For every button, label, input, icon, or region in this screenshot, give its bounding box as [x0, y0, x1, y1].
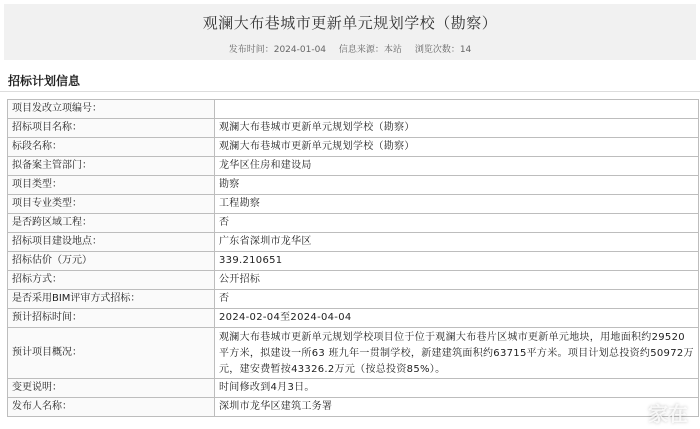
row-label: 是否采用BIM评审方式招标：	[8, 290, 215, 309]
table-row	[8, 100, 699, 119]
row-value: 工程勘察	[215, 195, 699, 214]
row-value: 否	[215, 290, 699, 309]
table-row	[8, 157, 699, 176]
row-label: 招标项目名称：	[8, 119, 215, 138]
view-count: 浏览次数：14	[414, 45, 472, 55]
tender-plan-table	[7, 99, 699, 417]
row-label: 是否跨区域工程：	[8, 214, 215, 233]
row-value: 339.210651	[215, 252, 699, 271]
table-row	[8, 379, 699, 398]
row-label: 发布人名称：	[8, 398, 215, 417]
row-label: 项目专业类型：	[8, 195, 215, 214]
table-row	[8, 214, 699, 233]
row-label: 招标项目建设地点：	[8, 233, 215, 252]
row-value: 深圳市龙华区建筑工务署	[215, 398, 699, 417]
row-value: 龙华区住房和建设局	[215, 157, 699, 176]
section-title: 招标计划信息	[8, 74, 81, 88]
table-row	[8, 398, 699, 417]
row-label: 招标方式：	[8, 271, 215, 290]
row-value: 观澜大布巷城市更新单元规划学校（勘察）	[215, 138, 699, 157]
row-value: 广东省深圳市龙华区	[215, 233, 699, 252]
row-label: 项目类型：	[8, 176, 215, 195]
table-row	[8, 252, 699, 271]
info-source: 信息来源：本站	[338, 45, 402, 55]
table-row	[8, 271, 699, 290]
row-label: 招标估价（万元）	[8, 252, 215, 271]
row-value: 勘察	[215, 176, 699, 195]
section-divider	[0, 91, 700, 92]
table-row	[8, 119, 699, 138]
table-row	[8, 328, 699, 379]
row-label: 预计项目概况：	[8, 328, 215, 379]
row-value: 观澜大布巷城市更新单元规划学校（勘察）	[215, 119, 699, 138]
table-row	[8, 176, 699, 195]
table-row	[8, 290, 699, 309]
table-row	[8, 138, 699, 157]
row-value: 时间修改到4月3日。	[215, 379, 699, 398]
row-label: 预计招标时间：	[8, 309, 215, 328]
row-value: 2024-02-04至2024-04-04	[215, 309, 699, 328]
row-label: 项目发改立项编号：	[8, 100, 215, 119]
article-header	[4, 4, 696, 60]
row-label: 标段名称：	[8, 138, 215, 157]
table-row	[8, 195, 699, 214]
table-row	[8, 233, 699, 252]
row-value: 观澜大布巷城市更新单元规划学校项目位于位于观澜大布巷片区城市更新单元地块，用地面积约29520平方米，拟建设一所63 班九年一贯制学校，新建建筑面积约63715平方米。项目计划总投资约50972万元，建安费暂按43326.2万元（按总投资85%）。	[215, 328, 699, 379]
publish-time: 发布时间：2024-01-04	[228, 45, 327, 55]
table-row	[8, 309, 699, 328]
row-value	[215, 100, 699, 119]
row-label: 变更说明：	[8, 379, 215, 398]
row-value: 公开招标	[215, 271, 699, 290]
row-value: 否	[215, 214, 699, 233]
row-label: 拟备案主管部门：	[8, 157, 215, 176]
site-watermark: 家在	[648, 402, 688, 426]
page-title: 观澜大布巷城市更新单元规划学校（勘察）	[202, 14, 498, 32]
article-meta	[4, 42, 696, 55]
